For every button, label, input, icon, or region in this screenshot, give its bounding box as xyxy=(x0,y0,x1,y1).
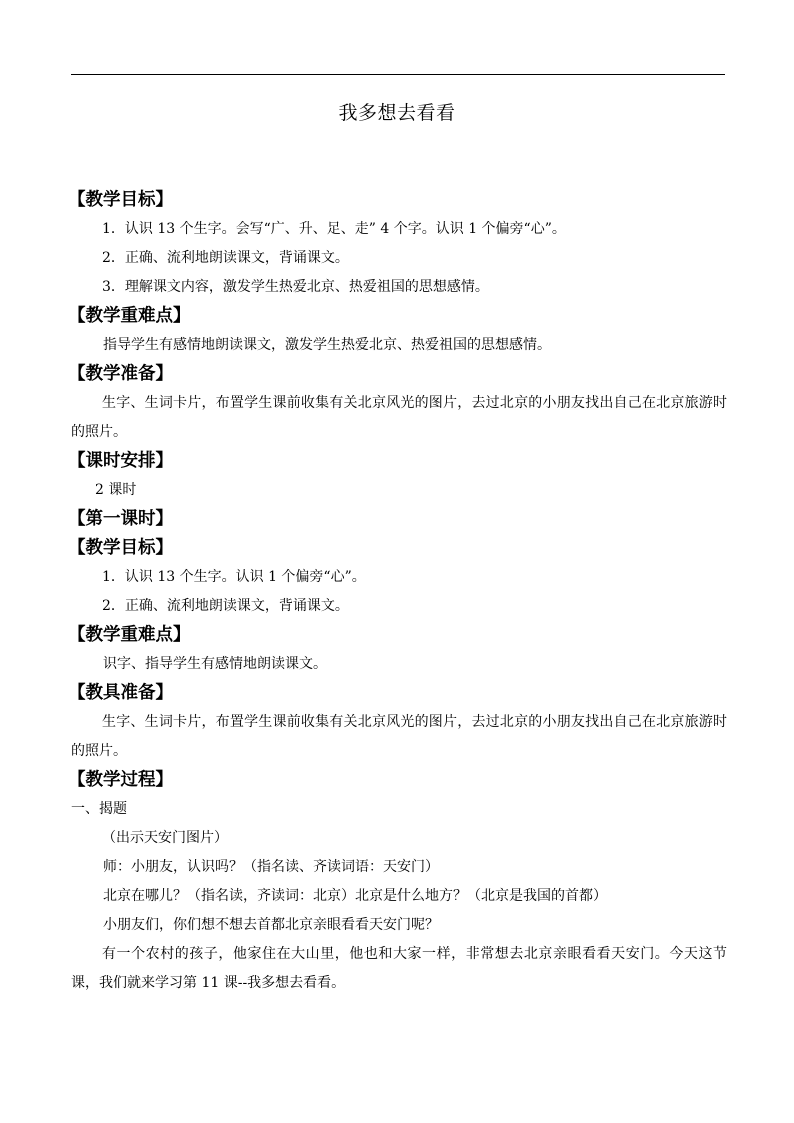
paragraph-line: 小朋友们，你们想不想去首都北京亲眼看看天安门呢？ xyxy=(103,917,439,933)
paragraph-line: 1．认识 13 个生字。会写“广、升、足、走” 4 个字。认识 1 个偏旁“心”。 xyxy=(102,221,566,237)
paragraph-line: 一、揭题 xyxy=(71,801,127,817)
paragraph-line: 3．理解课文内容，激发学生热爱北京、热爱祖国的思想感情。 xyxy=(102,279,489,295)
header-rule xyxy=(71,74,725,75)
section-heading: 【教学目标】 xyxy=(68,538,173,558)
section-heading: 【课时安排】 xyxy=(68,451,173,471)
paragraph-line: 师：小朋友，认识吗？（指名读、齐读词语：天安门） xyxy=(103,859,439,875)
section-heading: 【教学过程】 xyxy=(68,770,173,790)
paragraph-line: 识字、指导学生有感情地朗读课文。 xyxy=(103,656,327,672)
paragraph: 生字、生词卡片，布置学生课前收集有关北京风光的图片，去过北京的小朋友找出自己在北京旅游时的照片。 xyxy=(71,395,727,440)
paragraph-line: （出示天安门图片） xyxy=(102,830,228,846)
section-heading: 【第一课时】 xyxy=(68,509,173,529)
section-heading: 【教学目标】 xyxy=(68,190,173,210)
paragraph-line: 2．正确、流利地朗读课文，背诵课文。 xyxy=(102,598,349,614)
section-heading: 【教具准备】 xyxy=(68,683,173,703)
section-heading: 【教学重难点】 xyxy=(68,306,191,326)
document-body xyxy=(68,186,727,998)
paragraph-line: 指导学生有感情地朗读课文，激发学生热爱北京、热爱祖国的思想感情。 xyxy=(103,337,551,353)
paragraph-line: 2．正确、流利地朗读课文，背诵课文。 xyxy=(102,250,349,266)
paragraph: 有一个农村的孩子，他家住在大山里，他也和大家一样，非常想去北京亲眼看看天安门。今天这节课，我们就来学习第 11 课--我多想去看看。 xyxy=(71,946,727,991)
paragraph-line: 北京在哪儿？（指名读，齐读词：北京）北京是什么地方？（北京是我国的首都） xyxy=(103,888,607,904)
paragraph-line: 1．认识 13 个生字。认识 1 个偏旁“心”。 xyxy=(102,569,366,585)
section-heading: 【教学准备】 xyxy=(68,364,173,384)
section-heading: 【教学重难点】 xyxy=(68,625,191,645)
paragraph: 生字、生词卡片，布置学生课前收集有关北京风光的图片，去过北京的小朋友找出自己在北京旅游时的照片。 xyxy=(71,714,727,759)
page-title: 我多想去看看 xyxy=(338,102,456,124)
paragraph-line: 2 课时 xyxy=(95,482,137,498)
